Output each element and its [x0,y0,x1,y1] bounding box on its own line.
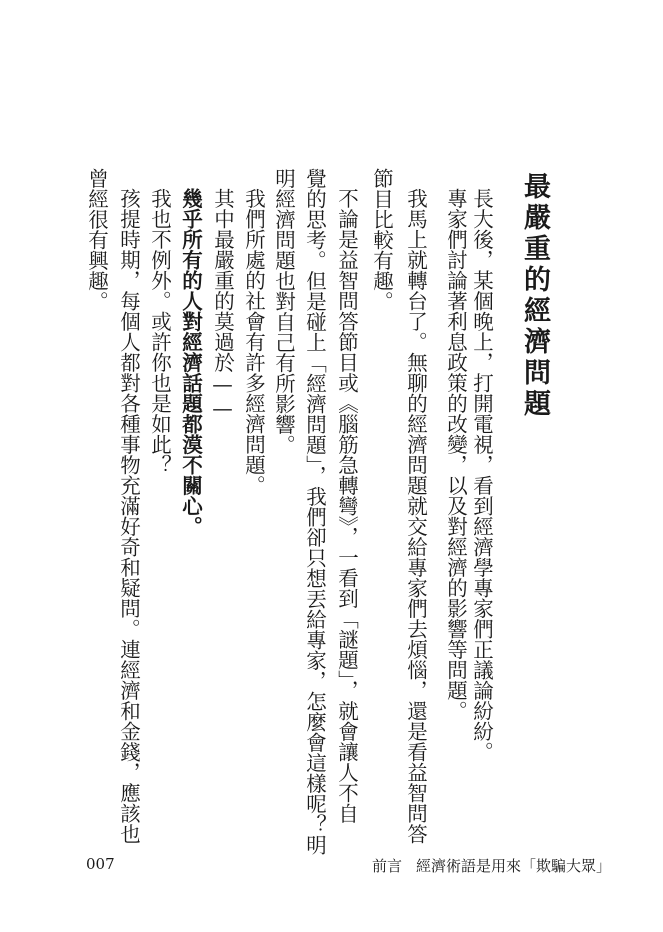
section-title: 最嚴重的經濟問題 [519,172,550,420]
text-column-8: 我們所處的社會有許多經濟問題。 [241,188,266,496]
text-column-9: 其中最嚴重的莫過於—— [210,188,235,421]
running-head-section: 前言 [372,857,403,875]
text-column-11: 我也不例外。或許你也是如此？ [147,188,172,475]
text-column-6: 覺的思考。但是碰上「經濟問題」，我們卻只想丟給專家，怎麼會這樣呢？明 [302,168,327,855]
text-column-1: 長大後，某個晚上，打開電視，看到經濟學專家們正議論紛紛。 [469,188,494,762]
text-column-3: 我馬上就轉台了。無聊的經濟問題就交給專家們去煩惱，還是看益智問答 [403,188,428,844]
text-column-7: 明經濟問題也對自己有所影響。 [271,168,296,455]
text-column-12: 孩提時期，每個人都對各種事物充滿好奇和疑問。連經濟和金錢，應該也 [116,188,141,844]
text-column-2: 專家們討論著利息政策的改變，以及對經濟的影響等問題。 [443,188,468,721]
text-column-5: 不論是益智問答節目或《腦筋急轉彎》，一看到「謎題」，就會讓人不自 [334,188,359,824]
page-number: 007 [86,855,115,873]
running-head-chapter-title: 經濟術語是用來「欺騙大眾」 [416,857,612,875]
running-head [372,855,611,876]
text-column-10-bold: 幾乎所有的人對經濟話題都漠不關心。 [178,188,203,537]
text-column-13: 曾經很有興趣。 [84,168,109,312]
text-column-4: 節目比較有趣。 [369,168,394,312]
